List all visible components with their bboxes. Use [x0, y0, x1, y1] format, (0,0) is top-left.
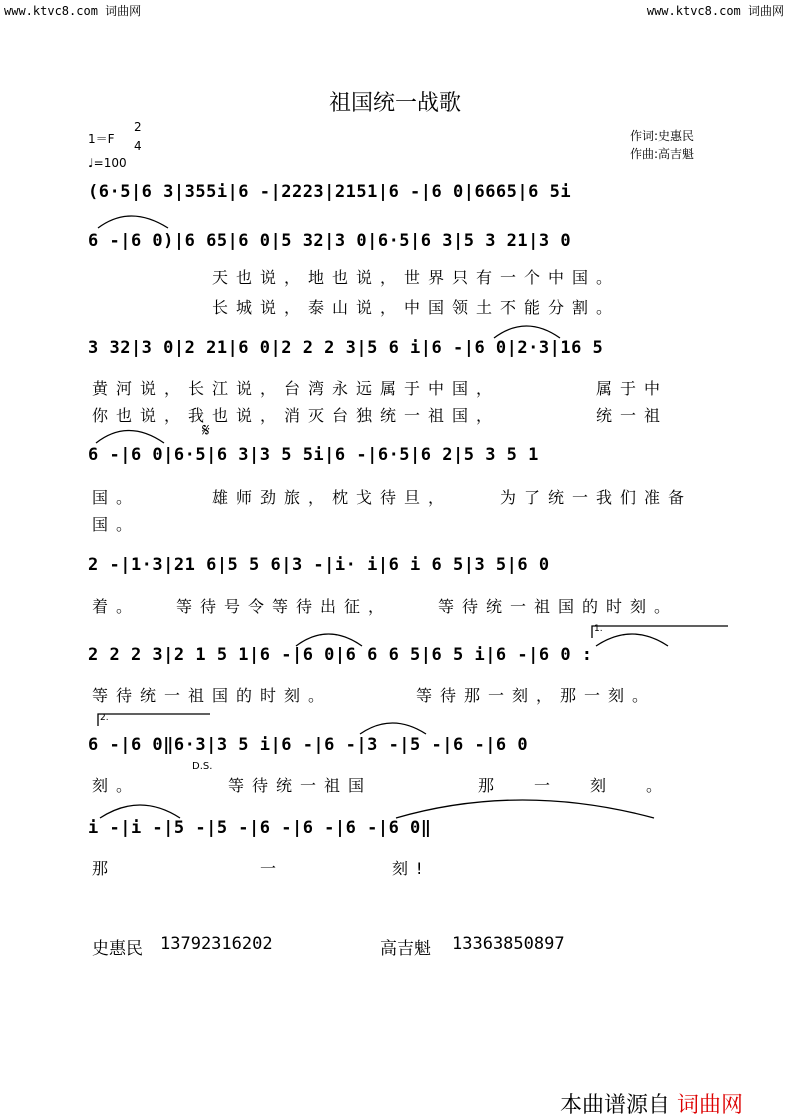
lyric-line: 那一刻。: [478, 776, 703, 795]
slur: [100, 805, 180, 818]
lyric-line: 等待统一祖国: [228, 776, 373, 795]
ds-mark: D.S.: [192, 761, 213, 772]
lyric-line: 刻!: [392, 859, 431, 878]
contact-left-phone: 13792316202: [160, 934, 273, 954]
notation-row: 6 -|6 0‖6·3|3 5 i|6 -|6 -|3 -|5 -|6 -|6 0: [88, 735, 529, 755]
ending-1-bracket: [592, 626, 728, 638]
time-signature-bottom: 4: [134, 139, 142, 153]
lyric-line: 着。: [92, 597, 141, 616]
slur: [396, 800, 654, 818]
notation-row: 2 -|1·3|21 6|5 5 6|3 -|i· i|6 i 6 5|3 5|6 0: [88, 555, 550, 575]
contact-right-name: 高吉魁: [380, 939, 431, 959]
notation-row: 2 2 2 3|2 1 5 1|6 -|6 0|6 6 6 5|6 5 i|6 -|6 0 :: [88, 645, 593, 665]
lyric-line: 长城说，泰山说，中国领土不能分割。: [212, 298, 621, 317]
lyric-line: 为了统一我们准备: [500, 488, 693, 507]
lyric-line: 天也说，地也说，世界只有一个中国。: [212, 268, 621, 287]
page-title: 祖国统一战歌: [328, 91, 461, 116]
contact-left-name: 史惠民: [92, 939, 143, 959]
ending-2-bracket: [98, 714, 210, 726]
notation-row: 6 -|6 0)|6 65|6 0|5 32|3 0|6·5|6 3|5 3 21|3 0: [88, 231, 572, 251]
time-signature-top: 2: [134, 120, 142, 134]
ending-1-mark: 1.: [594, 624, 603, 634]
lyric-line: 等待号令等待出征，: [176, 597, 393, 616]
notation-row: 6 -|6 0|6·5|6 3|3 5 5i|6 -|6·5|6 2|5 3 5 1: [88, 445, 539, 465]
composer: 作曲:高吉魁: [630, 147, 695, 161]
source-credit: [560, 1088, 743, 1119]
slur: [494, 326, 560, 338]
contact-right-phone: 13363850897: [452, 934, 565, 954]
lyric-line: 等待统一祖国的时刻。: [92, 686, 333, 705]
lyric-line: 等待统一祖国的时刻。: [438, 597, 679, 616]
lyric-line: 属于中: [596, 379, 669, 398]
lyric-line: 等待那一刻，那一刻。: [416, 686, 657, 705]
lyric-line: 国。: [92, 488, 141, 507]
lyric-line: 一: [260, 859, 285, 878]
ending-2-mark: 2.: [100, 713, 109, 723]
slur: [296, 634, 362, 646]
key-signature: 1＝F: [88, 132, 115, 146]
slur: [596, 634, 668, 646]
header-left: www.ktvc8.com 词曲网: [4, 4, 142, 18]
lyricist: 作词:史惠民: [630, 129, 695, 143]
lyric-line: 国。: [92, 515, 141, 534]
lyric-line: 黄河说，长江说，台湾永远属于中国，: [92, 379, 501, 398]
lyric-line: 雄师劲旅，枕戈待旦，: [212, 488, 453, 507]
lyric-line: 刻。: [92, 776, 141, 795]
lyric-line: 你也说，我也说，消灭台独统一祖国，: [92, 406, 501, 425]
slur: [360, 723, 426, 734]
notation-row: i -|i -|5 -|5 -|6 -|6 -|6 -|6 0‖: [88, 818, 432, 838]
segno-icon: 𝄋: [202, 420, 210, 441]
lyric-line: 那: [92, 859, 117, 878]
slur: [98, 216, 168, 228]
source-credit-text: 本曲谱源自: [560, 1093, 671, 1118]
notation-row: 3 32|3 0|2 21|6 0|2 2 2 3|5 6 i|6 -|6 0|2·3|16 5: [88, 338, 604, 358]
source-credit-site[interactable]: 词曲网: [677, 1093, 744, 1118]
lyric-line: 统一祖: [596, 406, 669, 425]
tempo: ♩=100: [88, 156, 127, 170]
slur: [96, 431, 164, 444]
header-right: www.ktvc8.com 词曲网: [646, 4, 784, 18]
notation-row: (6·5|6 3|355i|6 -|2223|2151|6 -|6 0|6665|6 5i: [88, 182, 572, 202]
